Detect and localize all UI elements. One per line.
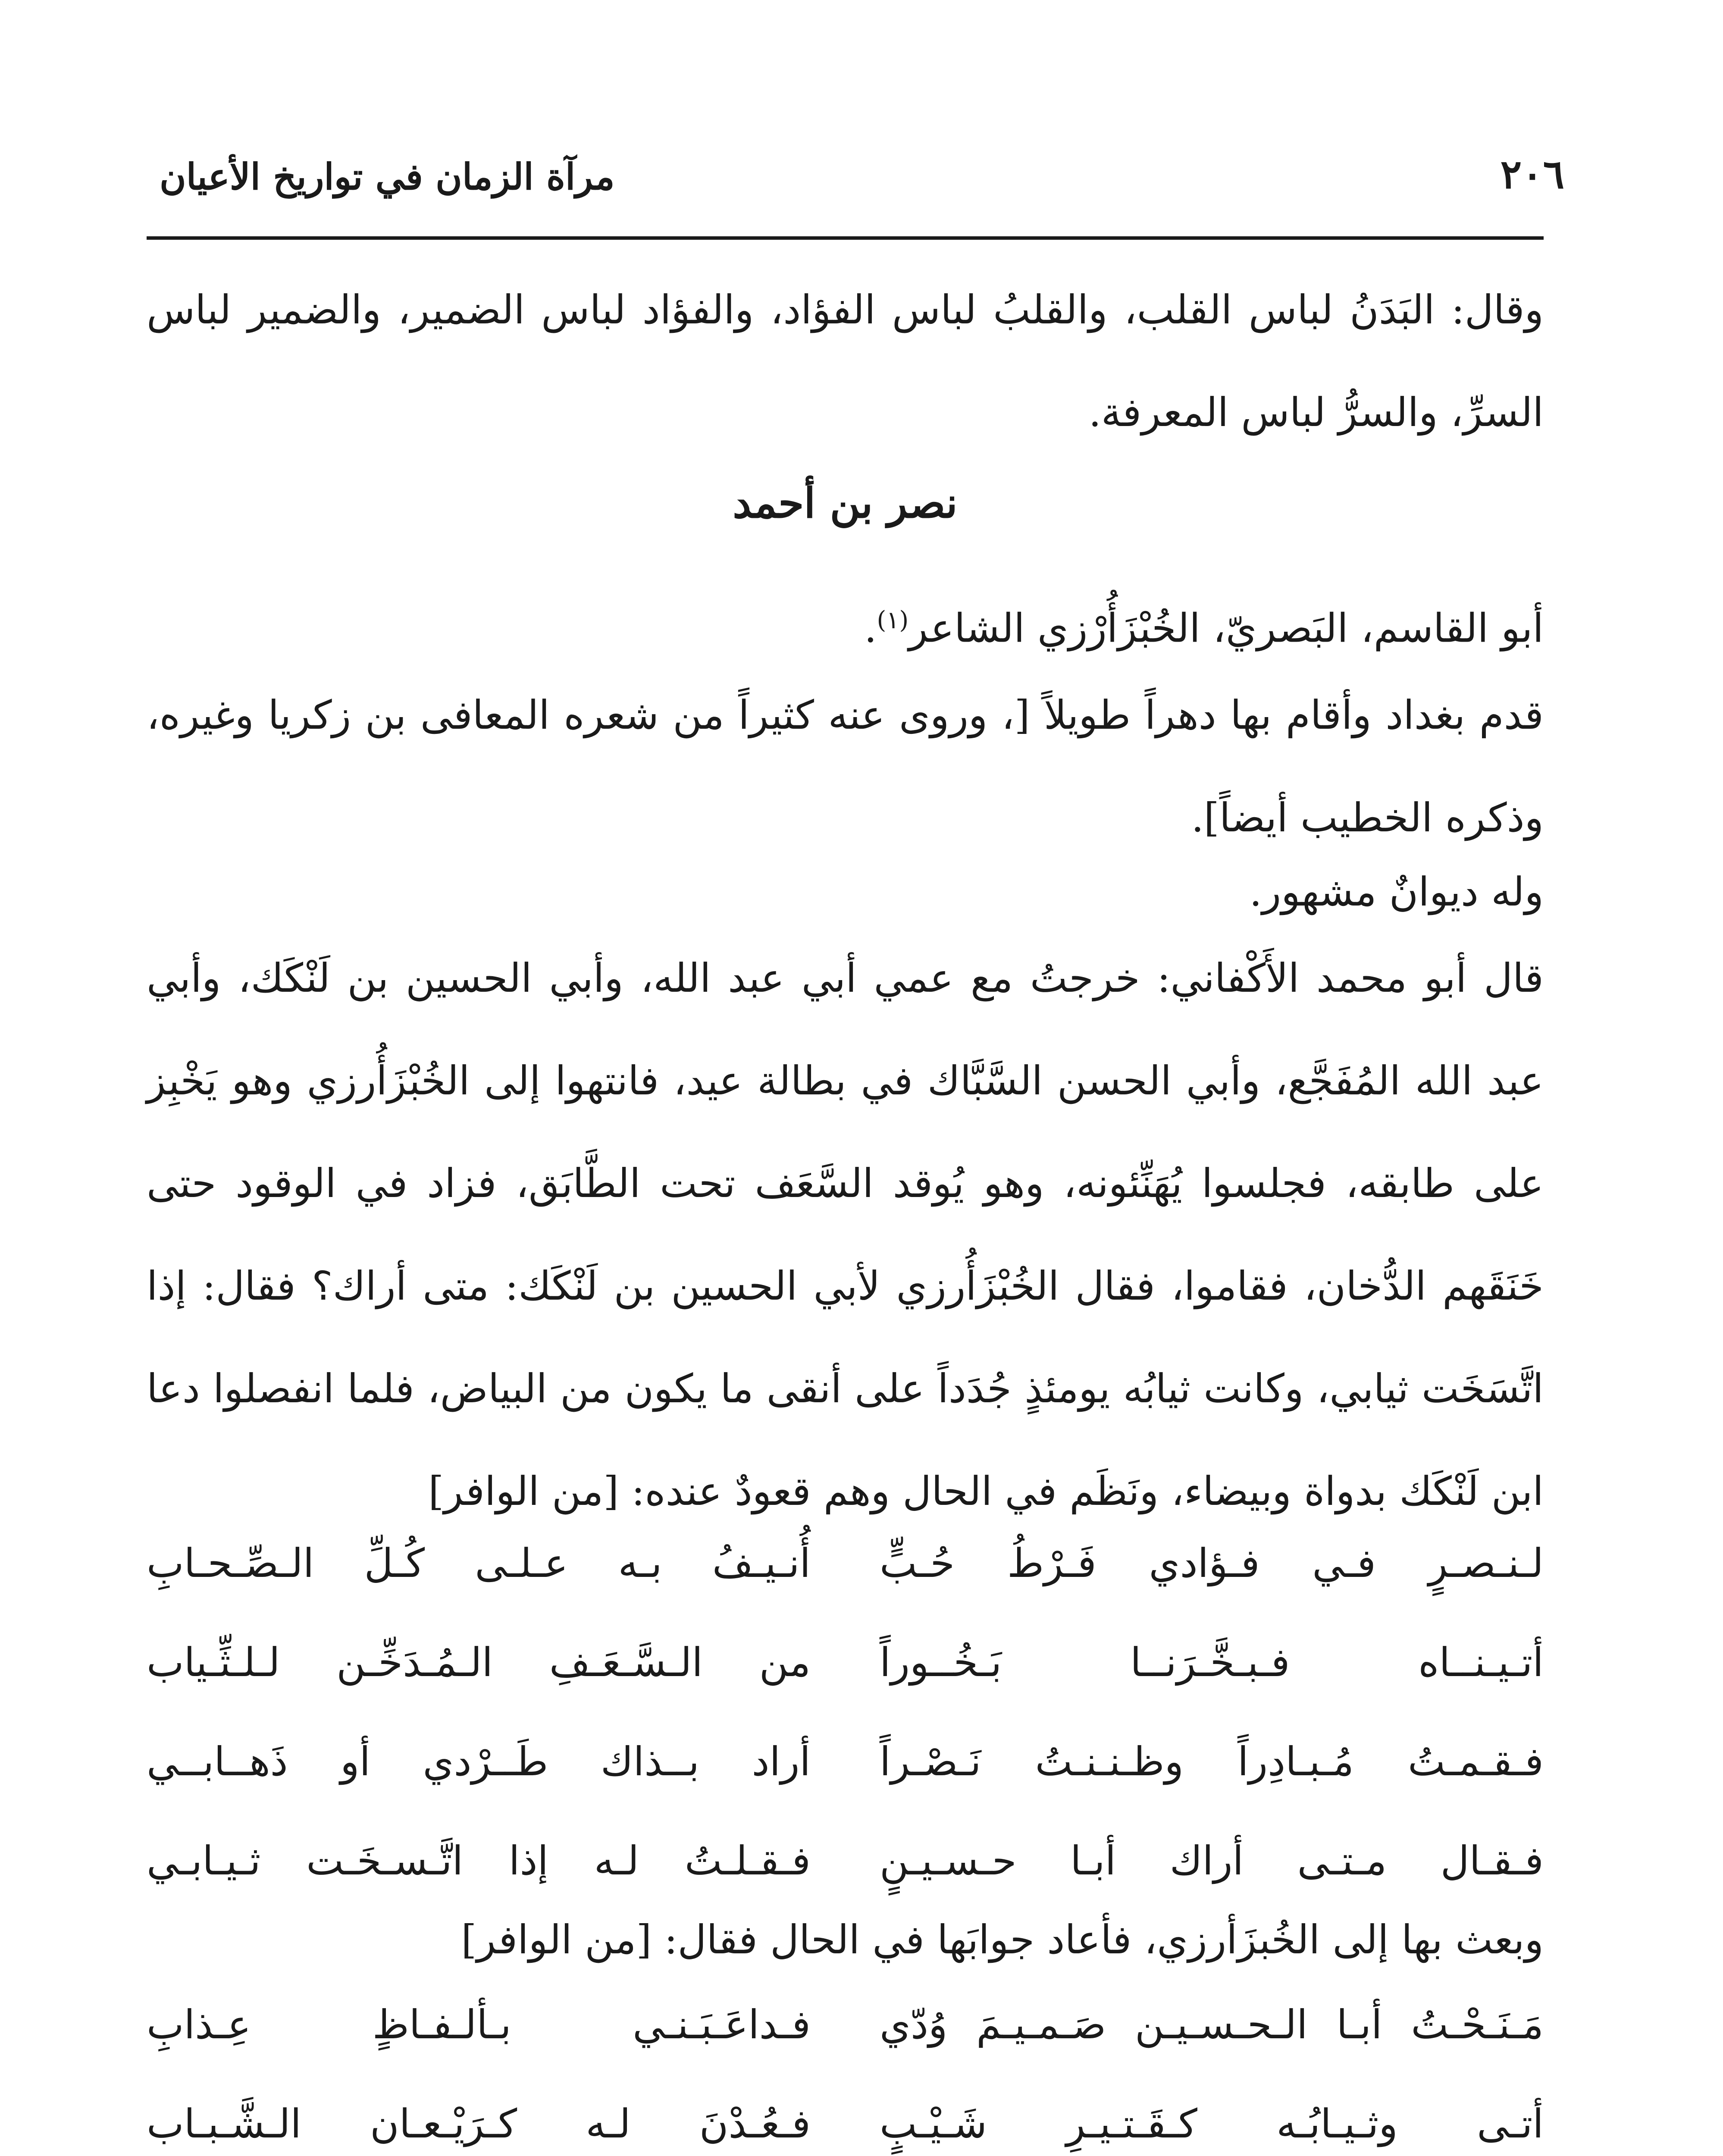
hemistich-first: لـنـصـرٍ فـي فـؤادي فَـرْطُ حُـبٍّ [880,1540,1544,1586]
paragraph-arrival: قدم بغداد وأقام بها دهراً طويلاً [، وروى عنه كثيراً من شعره المعافى بن زكريا وغيره، وذكره الخطيب أيضاً]. [147,692,1544,841]
identity-text: أبو القاسم، البَصريّ، الخُبْزَأُرْزي الشاعر [908,605,1544,652]
hemistich-first: مَـنَـحْـتُ أبـا الـحـسـيـن صَـمـيـمَ وُدّي [880,2001,1544,2048]
meter-label-1: [من الوافر] [428,1468,619,1514]
section-title: نصر بن أحمد [733,479,958,527]
hemistich-second: من الـسَّـعَـفِ الـمُـدَخِّـن لـلـثِّـياب [147,1639,811,1686]
footnote-marker: (١) [877,606,909,634]
paragraph-diwan: وله ديوانٌ مشهور. [1249,869,1544,915]
bridge-text: وبعث بها إلى الخُبزَأرزي، فأعاد جوابَها في الحال فقال: [664,1917,1544,1963]
hemistich-second: أراد بــذاك طَــرْدي أو ذَهــابــي [147,1738,811,1785]
hemistich-first: فـقـمـتُ مُـبـادِراً وظـنـنـتُ نَـصْـراً [880,1738,1544,1785]
intro-paragraph: وقال: البَدَنُ لباس القلب، والقلبُ لباس الفؤاد، والفؤاد لباس الضمير، والضمير لباس السرِّ، والسرُّ لباس المعرفة. [147,287,1544,436]
verse [147,1975,1544,2074]
hemistich-second: فـعُـدْنَ لـه كـرَيْـعـان الـشَّـبـاب [147,2100,811,2147]
page-number: ٢٠٦ [1500,151,1564,197]
hemistich-first: أتـيـنــاه فـبـخَّـرَنــا بَـخُــوراً [880,1639,1544,1686]
verse [147,1613,1544,1712]
verse [147,1514,1544,1613]
verse [147,2074,1544,2156]
verse [147,1712,1544,1811]
identity-end: . [864,605,877,652]
meter-label-2: [من الوافر] [461,1917,652,1963]
hemistich-first: فـقـال مـتـى أراك أبـا حـسـيـنٍ [880,1837,1544,1884]
hemistich-first: أتـى وثـيـابُـه كـقَـتـيـرِ شَـيْـبٍ [880,2100,1544,2147]
identity-line [147,569,1544,680]
running-title: مرآة الزمان في تواريخ الأعيان [160,155,615,198]
hemistich-second: أُنـيـفُ بـه عـلـى كُـلِّ الـصِّـحـابِ [147,1540,811,1586]
anecdote-text: قال أبو محمد الأَكْفاني: خرجتُ مع عمي أبي عبد الله، وأبي الحسين بن لَنْكَك، وأبي عبد الله المُفَجَّع، وأبي الحسن السَّبَّاك في بطالة عيد، فانتهوا إلى الخُبْزَأُرزي وهو يَخْبِز على طابقه، فجلسوا يُهَنِّئونه، وهو يُوقد السَّعَف تحت الطَّابَق، فزاد في الوقود حتى خَنَقَهم الدُّخان، فقاموا، فقال الخُبْزَأُرزي لأبي الحسين بن لَنْكَك: متى أراك؟ فقال: إذا اتَّسَخَت ثيابي، وكانت ثيابُه يومئذٍ جُدَداً على أنقى ما يكون من البياض، فلما انفصلوا دعا ابن لَنْكَك بدواة وبيضاء، ونَظَم في الحال وهم قعودٌ عنده: [147,955,1544,1514]
hemistich-second: فـقـلـتُ لـه إذا اتَّـسـخَـت ثـيـابـي [147,1837,811,1884]
hemistich-second: فـداعَـبَـنـي بـألـفـاظٍ عِـذابِ [147,2001,811,2048]
paragraph-anecdote [147,927,1544,1543]
header-rule [147,236,1544,240]
